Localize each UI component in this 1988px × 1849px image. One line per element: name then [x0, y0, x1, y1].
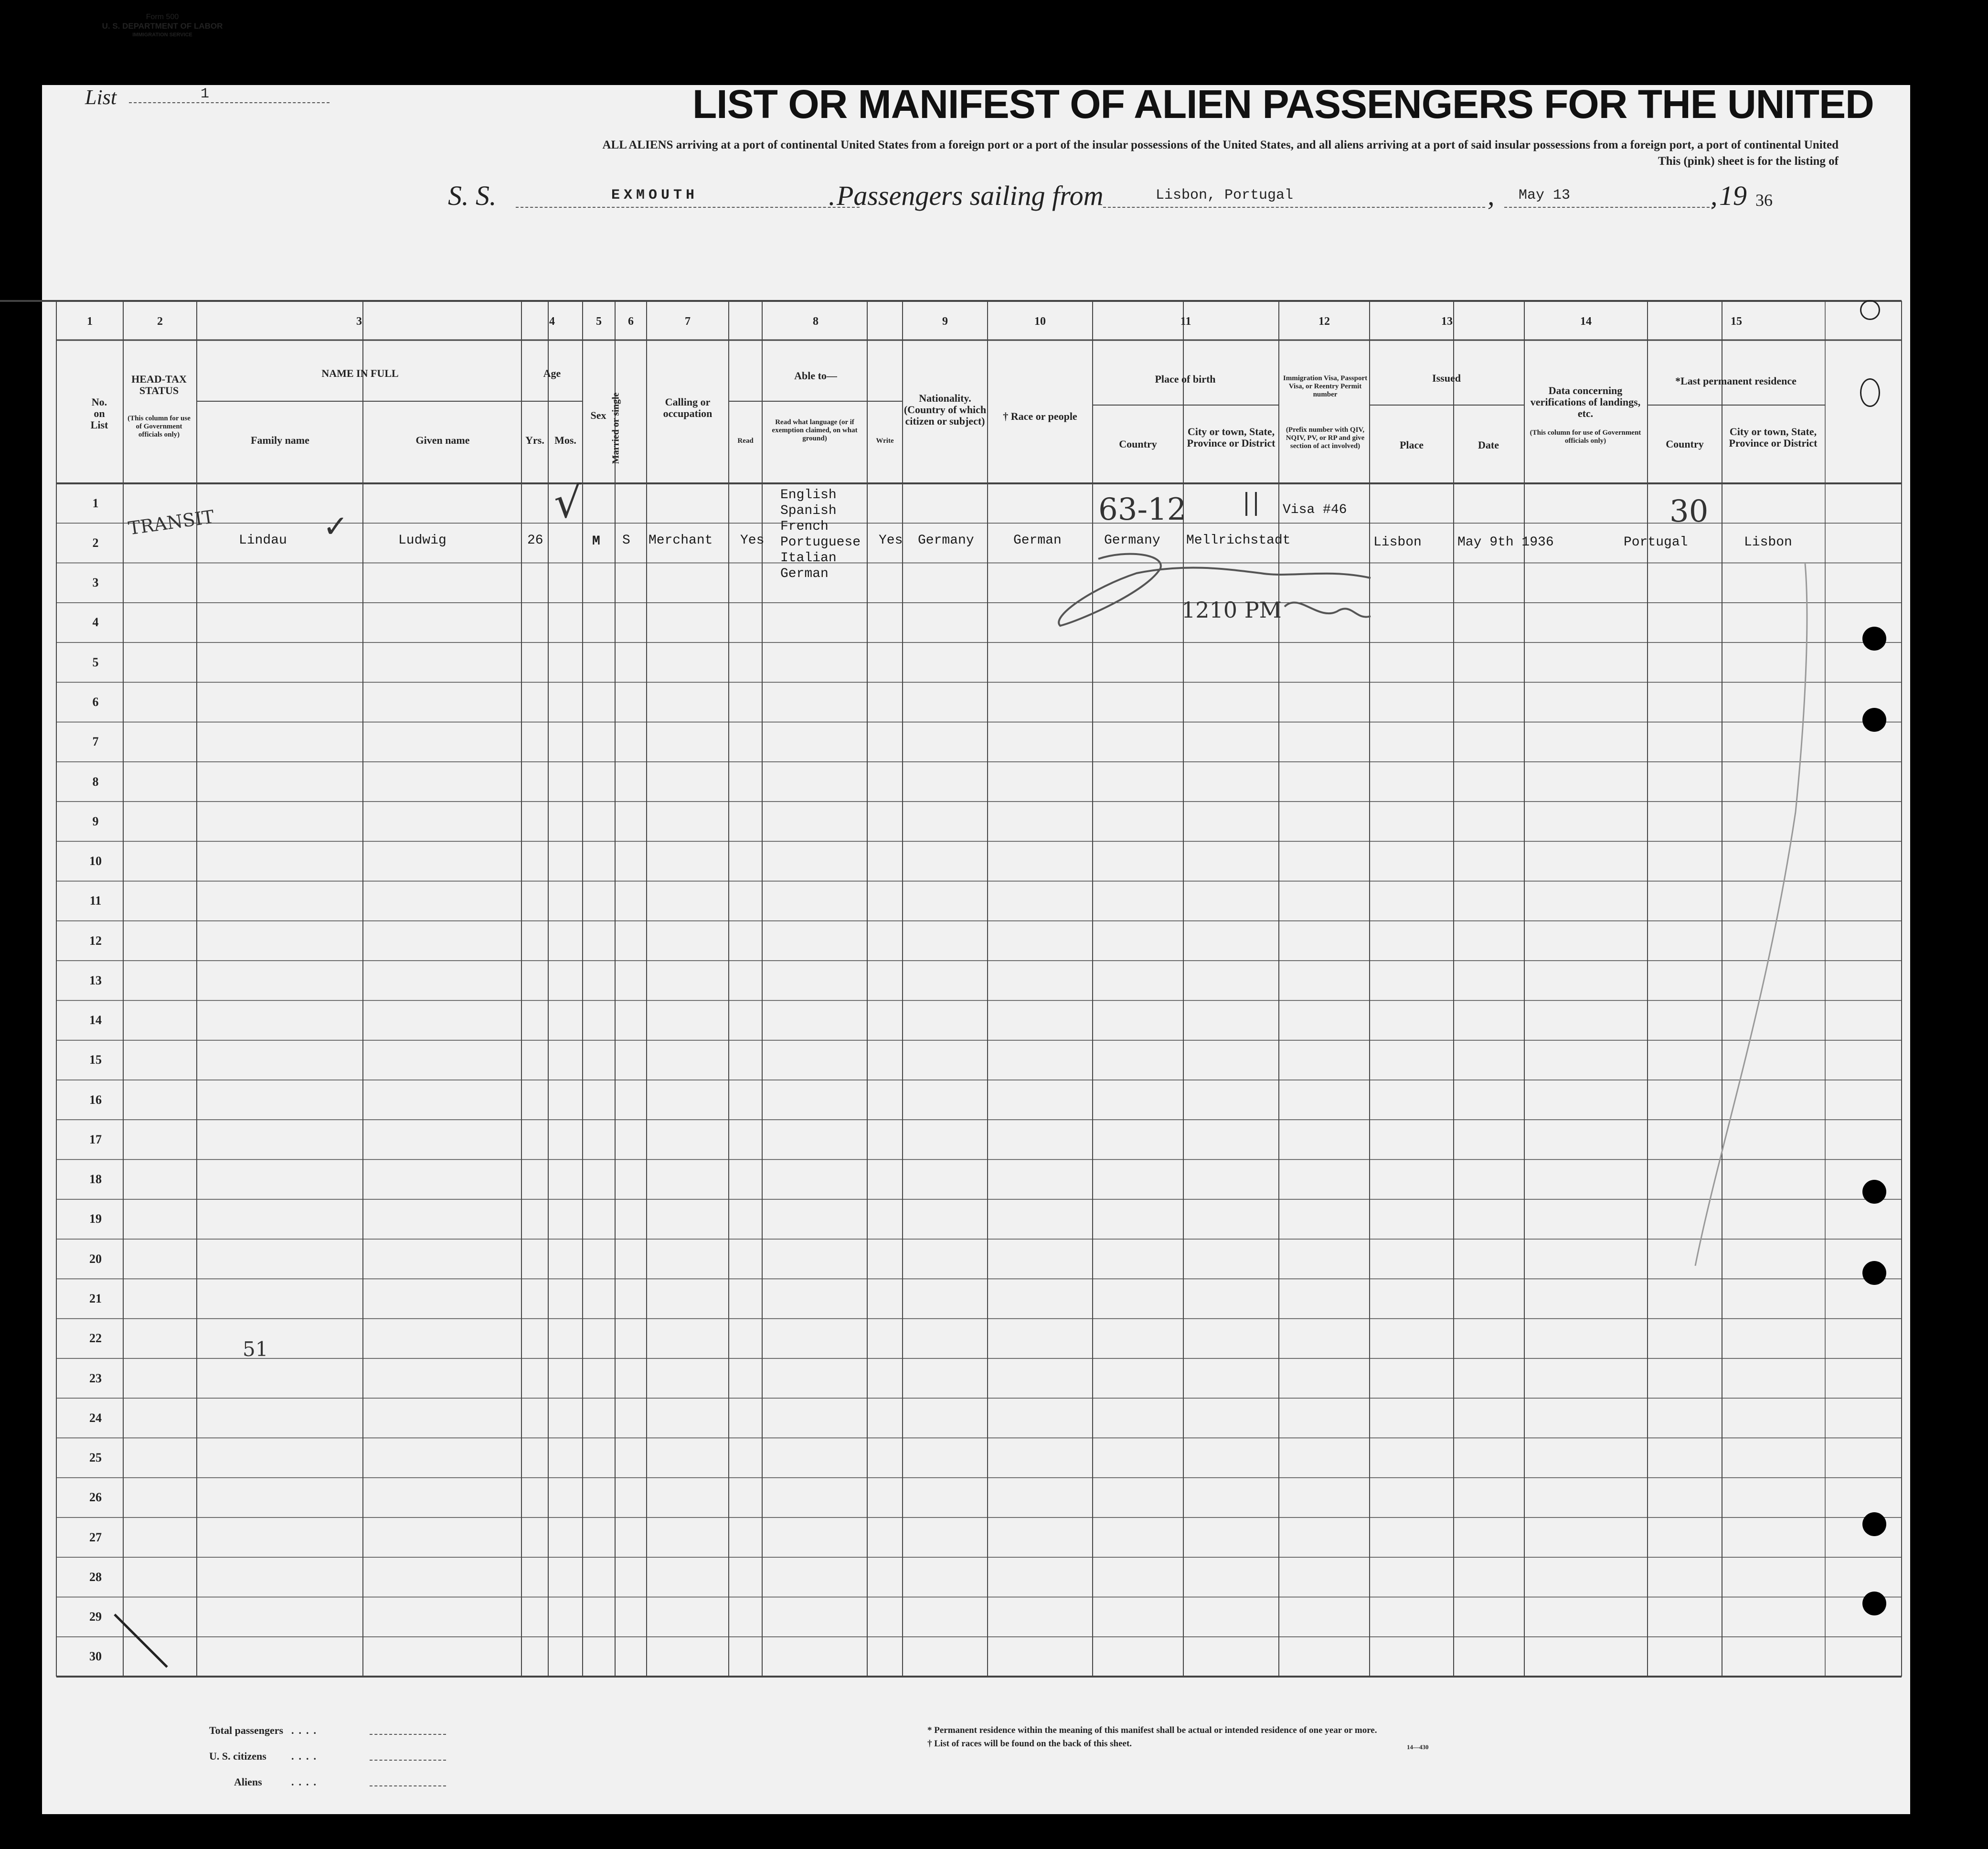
header-issued-date: Date: [1478, 439, 1499, 451]
row-number: 18: [89, 1172, 102, 1186]
column-number: 8: [813, 315, 819, 328]
column-number: 5: [596, 315, 602, 328]
row-number: 13: [89, 973, 102, 987]
row-number: 9: [92, 814, 99, 828]
row-number: 14: [89, 1013, 102, 1027]
language-item: Spanish: [780, 503, 837, 518]
row-number: 29: [89, 1610, 102, 1624]
header-age: Age: [543, 367, 561, 379]
header-landings-note: (This column for use of Government officials only): [1530, 429, 1641, 445]
language-item: English: [780, 488, 837, 502]
column-number: 3: [356, 315, 362, 328]
list-value: 1: [201, 86, 210, 102]
column-number: 6: [628, 315, 634, 328]
row-number: 1: [92, 496, 99, 510]
subtitle-line-2: This (pink) sheet is for the listing of: [1658, 155, 1839, 168]
row-number: 30: [89, 1649, 102, 1664]
footer-total-label: Total passengers: [209, 1724, 284, 1736]
footer-dots: ....: [291, 1724, 321, 1736]
column-number: 2: [157, 315, 163, 328]
res-city-cell: Lisbon: [1744, 535, 1792, 550]
header-residence: *Last permanent residence: [1675, 375, 1797, 387]
family-name-cell: Lindau: [239, 533, 287, 548]
row-number: 5: [92, 655, 99, 669]
binder-hole: [1862, 1592, 1886, 1615]
binder-hole: [1862, 627, 1886, 651]
language-item: German: [780, 566, 829, 581]
binder-hole: [1860, 378, 1880, 407]
header-sex: Sex: [590, 409, 606, 421]
header-issued: Issued: [1432, 372, 1461, 384]
check-mark-icon: √: [554, 478, 582, 528]
vessel-label: S. S.: [448, 180, 497, 211]
header-calling: Calling or occupation: [663, 396, 712, 419]
binder-hole: [1862, 1180, 1886, 1204]
res-country-cell: Portugal: [1624, 535, 1688, 550]
service-name: IMMIGRATION SERVICE: [132, 32, 192, 38]
row-number: 4: [92, 615, 99, 630]
column-number: 13: [1441, 315, 1453, 328]
row-number: 6: [92, 695, 99, 709]
header-birth-city: City or town, State, Province or District: [1187, 426, 1276, 449]
header-yrs: Yrs.: [525, 434, 544, 446]
sailing-date: May 13: [1519, 187, 1571, 203]
column-number: 15: [1731, 315, 1742, 328]
write-cell: Yes: [879, 533, 903, 548]
header-read-language: Read what language (or if exemption claimed, on what ground): [772, 418, 858, 442]
header-nationality: Nationality. (Country of which citizen or subject): [904, 392, 987, 427]
row-number: 22: [89, 1331, 102, 1346]
header-birth-country: Country: [1119, 438, 1157, 450]
footer-aliens-line: [370, 1785, 446, 1786]
race-cell: German: [1013, 533, 1062, 548]
header-res-city: City or town, State, Province or District: [1729, 426, 1818, 449]
head-tax-status: TRANSIT: [127, 506, 216, 539]
binder-hole: [1862, 708, 1886, 732]
visa-cell: Visa #46: [1283, 502, 1347, 517]
language-item: Portuguese: [780, 535, 861, 550]
header-place-of-birth: Place of birth: [1155, 373, 1216, 385]
footer-citizens-line: [370, 1760, 446, 1761]
header-able-to: Able to—: [794, 370, 837, 382]
time-stamp-annotation: 1210 PM: [1181, 597, 1282, 623]
row-number: 12: [89, 933, 102, 948]
year-prefix: 19: [1719, 180, 1747, 211]
binder-hole: [1862, 1512, 1886, 1536]
comma: .: [829, 180, 836, 211]
row-number: 19: [89, 1212, 102, 1226]
header-issued-place: Place: [1399, 439, 1424, 451]
header-read: Read: [737, 437, 754, 445]
form-number: Form 500: [146, 13, 179, 21]
nationality-cell: Germany: [918, 533, 974, 548]
row-number: 3: [92, 576, 99, 590]
age-yrs-cell: 26: [527, 533, 543, 548]
birth-country-cell: Germany: [1104, 533, 1160, 548]
header-visa: Immigration Visa, Passport Visa, or Reentry Permit number: [1283, 374, 1368, 398]
header-race: † Race or people: [1003, 410, 1077, 422]
footer-form-code: 14—430: [1407, 1743, 1429, 1751]
left-note-annotation: 51: [243, 1337, 268, 1361]
row-number: 15: [89, 1053, 102, 1067]
header-head-tax: HEAD-TAX STATUS: [131, 373, 187, 396]
header-head-tax-note: (This column for use of Government officials only): [128, 415, 191, 438]
footer-note-residence: * Permanent residence within the meaning of this manifest shall be actual or intended residence of one year or more.: [927, 1725, 1377, 1735]
comma: ,: [1711, 180, 1718, 211]
row-number: 16: [89, 1092, 102, 1107]
footer-dots: ....: [291, 1750, 321, 1762]
residence-code-annotation: 30: [1669, 494, 1709, 529]
row-number: 11: [89, 894, 102, 908]
binder-hole: [1862, 1261, 1886, 1285]
row-number: 23: [89, 1371, 102, 1385]
column-number: 11: [1180, 315, 1191, 328]
issued-place-cell: Lisbon: [1373, 535, 1422, 550]
binder-hole: [1860, 300, 1880, 320]
page-title: LIST OR MANIFEST OF ALIEN PASSENGERS FOR THE UNITED: [692, 82, 1874, 127]
column-number: 14: [1580, 315, 1592, 328]
footer-total-line: [370, 1734, 446, 1735]
header-res-country: Country: [1666, 438, 1704, 450]
footer-dots: ....: [291, 1776, 321, 1788]
row-number: 27: [89, 1530, 102, 1544]
list-label: List: [85, 86, 117, 109]
footer-citizens-label: U. S. citizens: [209, 1750, 266, 1762]
row-number: 26: [89, 1490, 102, 1505]
row-number: 10: [89, 854, 102, 868]
comma: ,: [1488, 180, 1495, 211]
occupation-cell: Merchant: [648, 533, 713, 548]
sailing-port: Lisbon, Portugal: [1156, 187, 1294, 203]
language-item: Italian: [780, 551, 837, 566]
row-number: 20: [89, 1251, 102, 1266]
header-landings: Data concerning verifications of landings, etc.: [1530, 385, 1641, 419]
subtitle-line-1: ALL ALIENS arriving at a port of continental United States from a foreign port or a port of the insular possessions of the United States, and all aliens arriving at a port of said insular possessions from a foreign port, a port of continental United: [602, 139, 1839, 151]
row-number: 25: [89, 1451, 102, 1465]
row-number: 28: [89, 1570, 102, 1584]
married-cell: S: [622, 533, 630, 548]
header-no-on-list: No. on List: [90, 396, 108, 431]
header-visa-note: (Prefix number with QIV, NQIV, PV, or RP and give section of act involved): [1286, 426, 1365, 450]
column-number: 7: [685, 315, 691, 328]
given-name-cell: Ludwig: [398, 533, 447, 548]
row-number: 7: [92, 735, 99, 749]
read-cell: Yes: [740, 533, 765, 548]
row-number: 2: [92, 535, 99, 550]
header-married: Married or single: [610, 392, 621, 464]
language-item: French: [780, 519, 829, 534]
header-write: Write: [876, 437, 894, 445]
year-suffix: 36: [1755, 191, 1773, 210]
department-name: U. S. DEPARTMENT OF LABOR: [102, 21, 223, 31]
header-mos: Mos.: [554, 434, 576, 446]
column-number: 4: [549, 315, 555, 328]
check-mark-icon: ✓: [323, 509, 349, 545]
column-number: 9: [942, 315, 948, 328]
sex-cell: M: [592, 534, 600, 549]
vessel-name: EXMOUTH: [611, 187, 699, 203]
header-name-in-full: NAME IN FULL: [321, 367, 399, 379]
footer-note-races: † List of races will be found on the back of this sheet.: [927, 1739, 1132, 1749]
column-number: 12: [1318, 315, 1330, 328]
row-number: 21: [89, 1291, 102, 1305]
header-given-name: Given name: [415, 434, 470, 446]
birth-city-cell: Mellrichstadt: [1186, 533, 1291, 548]
column-number: 10: [1034, 315, 1046, 328]
column-number: 1: [87, 315, 93, 328]
header-family-name: Family name: [251, 434, 309, 446]
sailing-label: Passengers sailing from: [837, 180, 1104, 211]
issued-date-cell: May 9th 1936: [1457, 535, 1554, 550]
row-number: 8: [92, 774, 99, 789]
row-number: 24: [89, 1411, 102, 1425]
footer-aliens-label: Aliens: [234, 1776, 262, 1788]
birth-code-annotation: 63-12: [1098, 492, 1187, 527]
row-number: 17: [89, 1132, 102, 1146]
